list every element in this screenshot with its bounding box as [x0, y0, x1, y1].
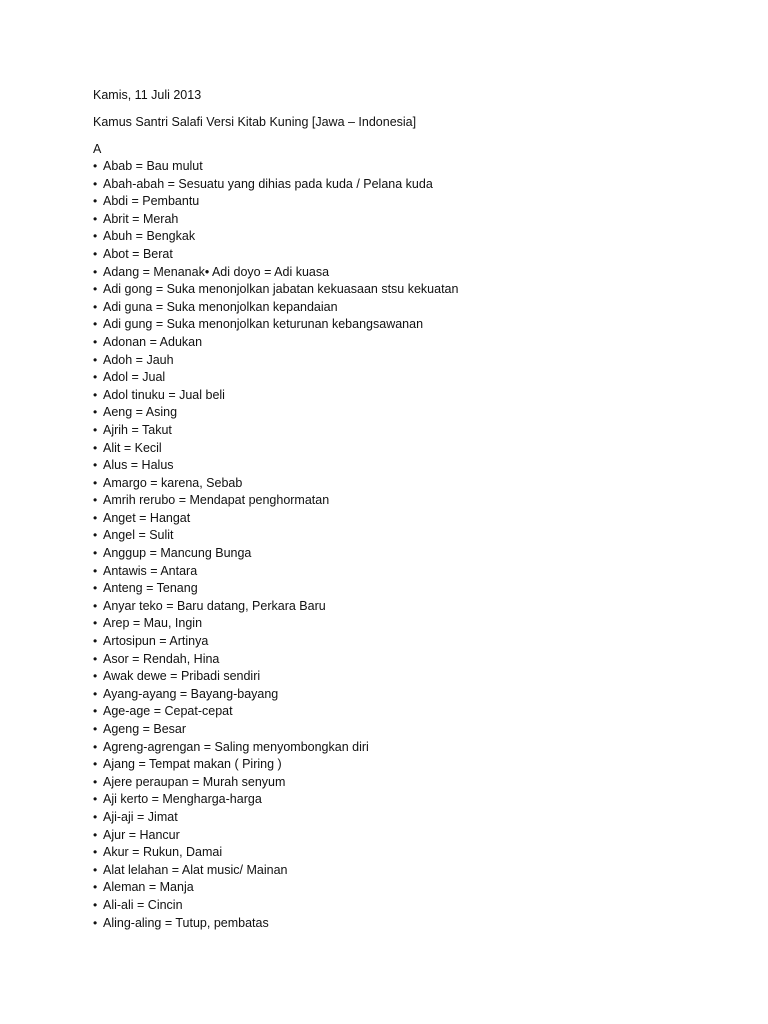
section-letter: A	[93, 142, 102, 156]
bullet-icon: •	[93, 546, 98, 561]
entry-text: Alus = Halus	[103, 458, 174, 473]
dictionary-entry	[93, 756, 733, 774]
entry-text: Akur = Rukun, Damai	[103, 845, 223, 860]
bullet-icon: •	[93, 211, 98, 226]
bullet-icon: •	[93, 334, 98, 349]
entry-text: Ajere peraupan = Murah senyum	[103, 774, 286, 789]
entry-text: Adi gong = Suka menonjolkan jabatan kekuasaan stsu kekuatan	[103, 282, 459, 297]
entry-text: Adol = Jual	[103, 370, 166, 385]
dictionary-entry	[93, 510, 733, 528]
bullet-icon: •	[93, 159, 98, 173]
bullet-icon: •	[93, 246, 98, 261]
bullet-icon: •	[93, 686, 98, 701]
document-page	[93, 87, 733, 932]
entry-text: Aji-aji = Jimat	[103, 809, 178, 824]
bullet-icon: •	[93, 510, 98, 525]
dictionary-entry	[93, 299, 733, 317]
bullet-icon: •	[93, 774, 98, 789]
bullet-icon: •	[93, 194, 98, 209]
dictionary-entry	[93, 193, 733, 211]
entry-text: Abab = Bau mulut	[103, 159, 203, 173]
document-title: Kamus Santri Salafi Versi Kitab Kuning [Jawa – Indonesia]	[93, 115, 417, 129]
dictionary-entry	[93, 527, 733, 545]
dictionary-entry	[93, 334, 733, 352]
bullet-icon: •	[93, 845, 98, 860]
bullet-icon: •	[93, 581, 98, 596]
bullet-icon: •	[93, 563, 98, 578]
bullet-icon: •	[93, 809, 98, 824]
bullet-icon: •	[93, 704, 98, 719]
dictionary-entry	[93, 580, 733, 598]
entry-text: Abuh = Bengkak	[103, 229, 196, 244]
bullet-icon: •	[93, 475, 98, 490]
entry-text: Abot = Berat	[103, 246, 173, 261]
dictionary-entry	[93, 316, 733, 334]
bullet-icon: •	[93, 915, 98, 930]
bullet-icon: •	[93, 528, 98, 543]
bullet-icon: •	[93, 493, 98, 508]
dictionary-entry	[93, 915, 733, 933]
bullet-icon: •	[93, 757, 98, 772]
dictionary-entry	[93, 440, 733, 458]
entry-text: Aleman = Manja	[103, 880, 194, 895]
dictionary-entry	[93, 862, 733, 880]
bullet-icon: •	[93, 317, 98, 332]
dictionary-entry	[93, 721, 733, 739]
bullet-icon: •	[93, 880, 98, 895]
bullet-icon: •	[93, 651, 98, 666]
dictionary-entry	[93, 897, 733, 915]
entry-text: Age-age = Cepat-cepat	[103, 704, 233, 719]
bullet-icon: •	[93, 282, 98, 297]
bullet-icon: •	[93, 352, 98, 367]
bullet-icon: •	[93, 616, 98, 631]
bullet-icon: •	[93, 722, 98, 736]
entry-text: Abah-abah = Sesuatu yang dihias pada kuda / Pelana kuda	[103, 176, 433, 191]
dictionary-entry	[93, 246, 733, 264]
dictionary-entry	[93, 422, 733, 440]
entry-text: Abrit = Merah	[103, 211, 179, 226]
entry-text: Aji kerto = Mengharga-harga	[103, 792, 262, 807]
bullet-icon: •	[93, 387, 98, 402]
dictionary-entry	[93, 651, 733, 669]
dictionary-entry	[93, 545, 733, 563]
dictionary-entry	[93, 844, 733, 862]
dictionary-entry	[93, 404, 733, 422]
bullet-icon: •	[93, 792, 98, 807]
dictionary-entries	[93, 158, 733, 932]
entry-text: Anteng = Tenang	[103, 581, 198, 596]
entry-text: Adol tinuku = Jual beli	[103, 387, 225, 402]
entry-text: Antawis = Antara	[103, 563, 198, 578]
dictionary-entry	[93, 809, 733, 827]
entry-text: Aling-aling = Tutup, pembatas	[103, 915, 269, 930]
bullet-icon: •	[93, 634, 98, 649]
dictionary-entry	[93, 633, 733, 651]
bullet-icon: •	[93, 739, 98, 754]
bullet-icon: •	[93, 229, 98, 244]
entry-text: Ajrih = Takut	[103, 422, 172, 437]
bullet-icon: •	[93, 598, 98, 613]
bullet-icon: •	[93, 669, 98, 684]
entry-text: Awak dewe = Pribadi sendiri	[103, 669, 261, 684]
bullet-icon: •	[93, 405, 98, 420]
dictionary-entry	[93, 387, 733, 405]
dictionary-entry	[93, 686, 733, 704]
dictionary-entry	[93, 158, 733, 176]
entry-text: Adonan = Adukan	[103, 334, 203, 349]
dictionary-entry	[93, 457, 733, 475]
bullet-icon: •	[93, 440, 98, 455]
dictionary-entry	[93, 352, 733, 370]
dictionary-entry	[93, 827, 733, 845]
bullet-icon: •	[93, 458, 98, 473]
entry-text: Ayang-ayang = Bayang-bayang	[103, 686, 279, 701]
entry-text: Angel = Sulit	[103, 528, 174, 543]
dictionary-entry	[93, 739, 733, 757]
entry-text: Abdi = Pembantu	[103, 194, 200, 209]
entry-text: Anyar teko = Baru datang, Perkara Baru	[103, 598, 326, 613]
dictionary-entry	[93, 791, 733, 809]
entry-text: Adi guna = Suka menonjolkan kepandaian	[103, 299, 338, 314]
dictionary-entry	[93, 176, 733, 194]
dictionary-entry	[93, 598, 733, 616]
entry-text: Ajur = Hancur	[103, 827, 180, 842]
bullet-icon: •	[93, 862, 98, 877]
dictionary-entry	[93, 879, 733, 897]
entry-text: Ajang = Tempat makan ( Piring )	[103, 757, 282, 772]
bullet-icon: •	[93, 370, 98, 385]
entry-text: Arep = Mau, Ingin	[103, 616, 203, 631]
entry-text: Amargo = karena, Sebab	[103, 475, 243, 490]
entry-text: Anggup = Mancung Bunga	[103, 546, 252, 561]
dictionary-entry	[93, 281, 733, 299]
dictionary-entry	[93, 228, 733, 246]
dictionary-entry	[93, 264, 733, 282]
entry-text: Adi gung = Suka menonjolkan keturunan kebangsawanan	[103, 317, 424, 332]
bullet-icon: •	[93, 422, 98, 437]
dictionary-entry	[93, 703, 733, 721]
entry-text: Ali-ali = Cincin	[103, 897, 183, 912]
post-date: Kamis, 11 Juli 2013	[93, 88, 202, 102]
entry-text: Artosipun = Artinya	[103, 634, 209, 649]
dictionary-entry	[93, 615, 733, 633]
bullet-icon: •	[93, 176, 98, 191]
dictionary-entry	[93, 668, 733, 686]
dictionary-entry	[93, 475, 733, 493]
dictionary-entry	[93, 369, 733, 387]
bullet-icon: •	[93, 264, 98, 279]
entry-text: Ageng = Besar	[103, 722, 187, 736]
dictionary-entry	[93, 492, 733, 510]
entry-text: Agreng-agrengan = Saling menyombongkan diri	[103, 739, 369, 754]
entry-text: Anget = Hangat	[103, 510, 191, 525]
dictionary-entry	[93, 774, 733, 792]
dictionary-entry	[93, 211, 733, 229]
entry-text: Adang = Menanak• Adi doyo = Adi kuasa	[103, 264, 330, 279]
entry-text: Alit = Kecil	[103, 440, 162, 455]
bullet-icon: •	[93, 897, 98, 912]
bullet-icon: •	[93, 827, 98, 842]
entry-text: Alat lelahan = Alat music/ Mainan	[103, 862, 288, 877]
bullet-icon: •	[93, 299, 98, 314]
entry-text: Adoh = Jauh	[103, 352, 174, 367]
entry-text: Asor = Rendah, Hina	[103, 651, 220, 666]
dictionary-entry	[93, 563, 733, 581]
entry-text: Amrih rerubo = Mendapat penghormatan	[103, 493, 330, 508]
entry-text: Aeng = Asing	[103, 405, 178, 420]
